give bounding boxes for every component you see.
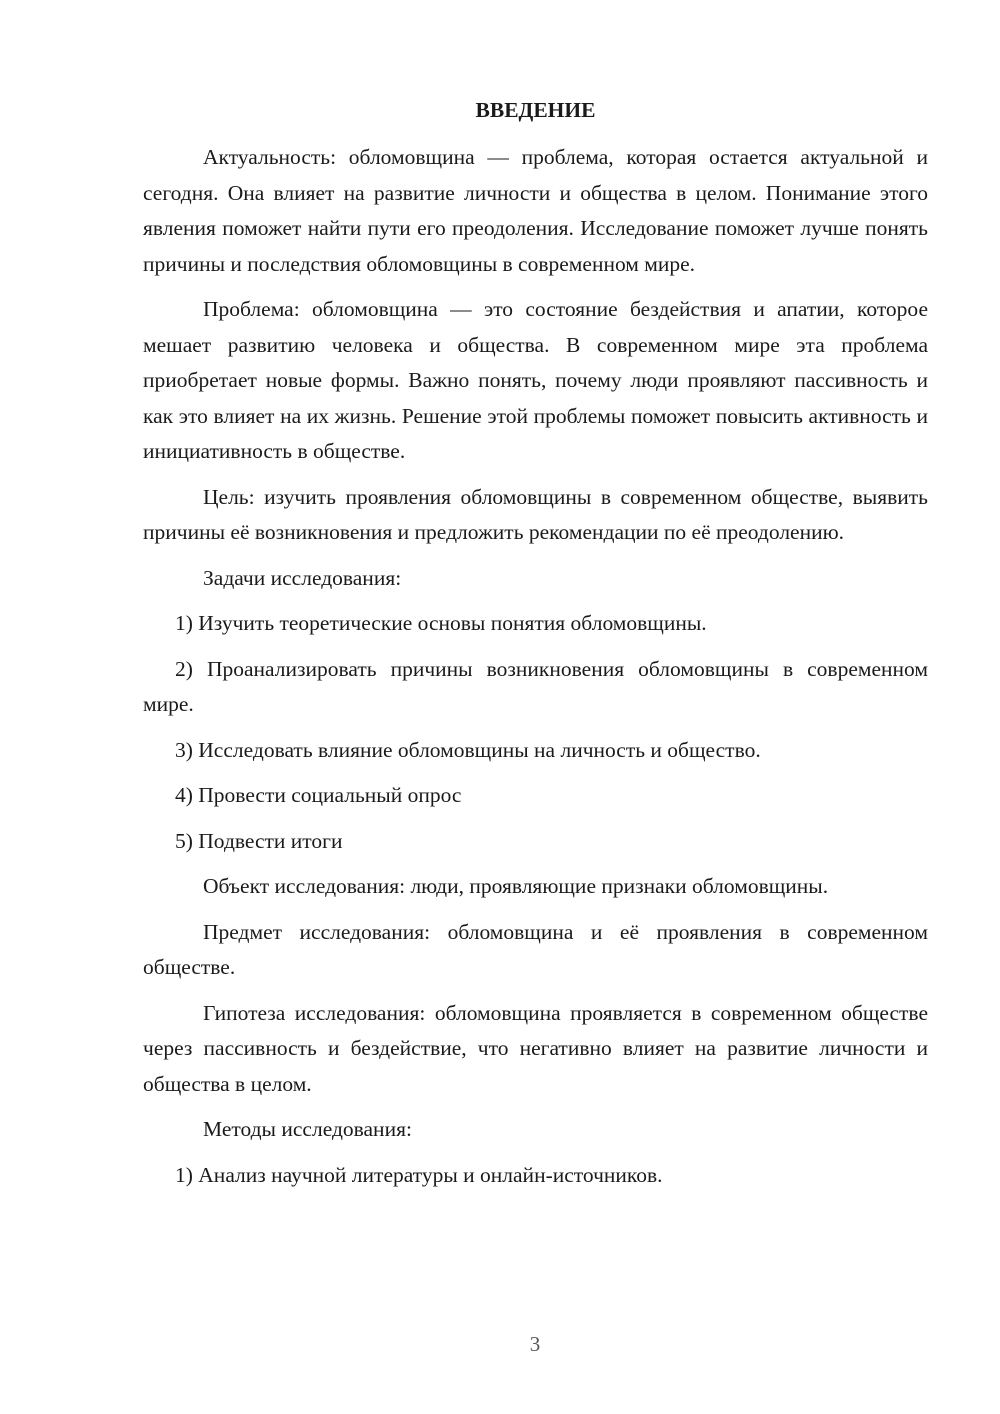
- hypothesis-paragraph: Гипотеза исследования: обломовщина проявляется в современном обществе через пассивность и бездействие, что негативно влияет на развитие личности и общества в целом.: [143, 1000, 928, 1096]
- methods-title: Методы исследования:: [203, 1117, 412, 1141]
- tasks-title: Задачи исследования:: [203, 565, 402, 590]
- document-page: [143, 92, 928, 1193]
- object-paragraph: Объект исследования: люди, проявляющие признаки обломовщины.: [203, 874, 829, 898]
- relevance-paragraph: Актуальность: обломовщина — проблема, которая остается актуальной и сегодня. Она влияет на развитие личности и общества в целом. Понимание этого явления поможет найти пути его преодоления. Исследование поможет лучше понять причины и последствия обломовщины в современном мире.: [143, 145, 928, 276]
- task-item-3: 3) Исследовать влияние обломовщины на личность и общество.: [175, 737, 761, 762]
- task-item-5: 5) Подвести итоги: [175, 828, 343, 853]
- task-item-2: 2) Проанализировать причины возникновения обломовщины в современном мире.: [143, 656, 928, 716]
- page-number: 3: [529, 1332, 541, 1356]
- section-heading: ВВЕДЕНИЕ: [475, 98, 596, 122]
- task-item-1: 1) Изучить теоретические основы понятия обломовщины.: [175, 611, 707, 635]
- problem-paragraph: Проблема: обломовщина — это состояние бездействия и апатии, которое мешает развитию человека и общества. В современном мире эта проблема приобретает новые формы. Важно понять, почему люди проявляют пассивность и как это влияет на их жизнь. Решение этой проблемы поможет повысить активность и инициативность в обществе.: [143, 297, 928, 463]
- task-item-4: 4) Провести социальный опрос: [175, 783, 462, 807]
- subject-paragraph: Предмет исследования: обломовщина и её проявления в современном обществе.: [143, 919, 928, 979]
- goal-paragraph: Цель: изучить проявления обломовщины в современном обществе, выявить причины её возникновения и предложить рекомендации по её преодолению.: [143, 484, 928, 544]
- method-item-1: 1) Анализ научной литературы и онлайн-источников.: [175, 1162, 663, 1187]
